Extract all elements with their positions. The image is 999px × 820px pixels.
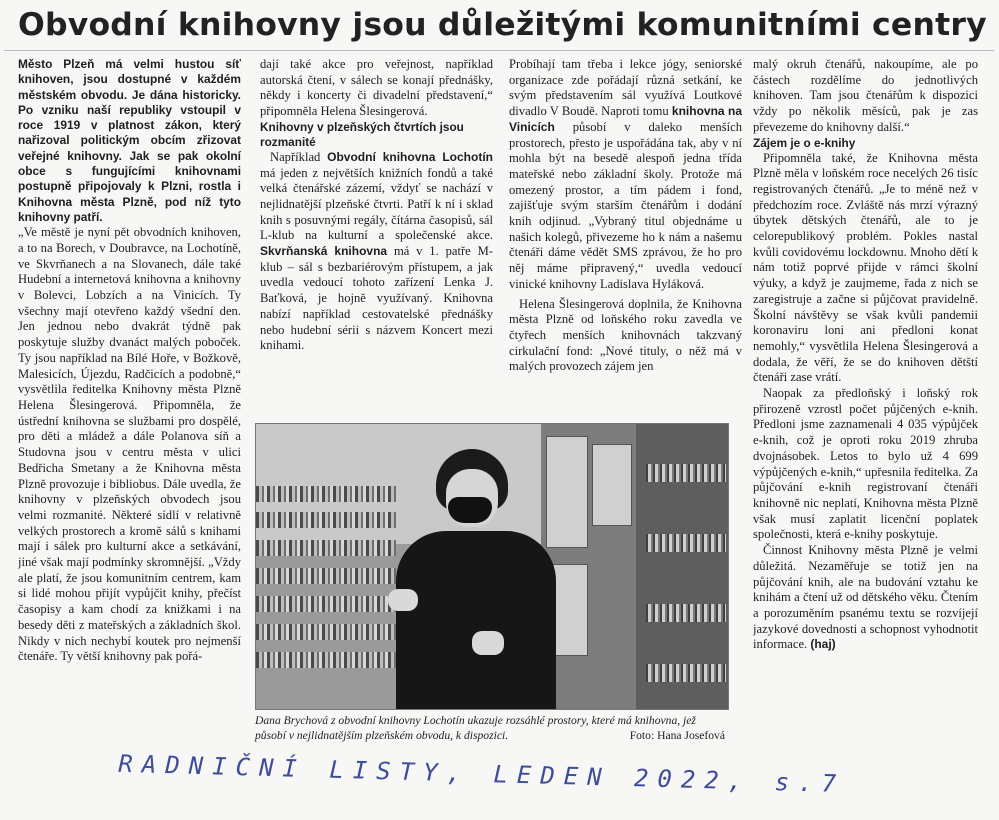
lead-paragraph: Město Plzeň má velmi hustou síť knihoven, jsou dostupné v každém městském obvodu. Je dána historicky. Po vzniku naší republiky vstoupil v roce 1919 v platnost zákon, který nařizoval politickým obcím zřizovat veřejné knihovny. Jak se pak okolní obce s fungujícími knihovnami postupně připojovaly k Plzni, rostla i Knihovna města Plzně, pod níž tyto knihovny patří. bbox=[18, 57, 241, 224]
bookshelf bbox=[256, 512, 396, 528]
bookshelf bbox=[256, 568, 396, 584]
bookshelf bbox=[646, 664, 726, 682]
column-3 bbox=[509, 57, 742, 417]
bookshelf bbox=[646, 464, 726, 482]
column-2 bbox=[260, 57, 493, 417]
library-name: Obvodní knihovna Lochotín bbox=[327, 149, 493, 164]
photo-caption bbox=[255, 713, 725, 753]
paragraph bbox=[753, 543, 978, 653]
bookshelf bbox=[646, 534, 726, 552]
column-1 bbox=[18, 57, 241, 747]
paragraph: dají také akce pro veřejnost, například autorská čtení, v sálech se konají přednášky, někdy i koncerty či divadelní představení,“ připomněla Helena Šlesingerová. bbox=[260, 57, 493, 119]
library-name: knihovna na Vinicích bbox=[509, 104, 742, 134]
author-tag: (haj) bbox=[810, 637, 836, 652]
handwritten-note: RADNIČNÍ LISTY, LEDEN 2022, s.7 bbox=[118, 749, 846, 799]
paragraph: Naopak za předloňský i loňský rok přirozeně vzrostl počet půjčených e-knih. Předloni jsme zaznamenali 4 035 výpůjček e-knih, což je oproti roku 2019 zhruba dvojnásobek. Letos to bylo už 4 699 výpůjčených e-knih,“ upřesnila ředitelka. Za půjčování e-knih registrovaní čtenáři knihovně nic neplatí, Knihovna města Plzně však musí zaplatit licenční poplatek společnosti, která e-knihy poskytuje. bbox=[753, 386, 978, 542]
text-run: má v 1. patře M-klub – sál s bezbariérovým přístupem, a jak uvedla vedoucí tohoto zařízení Lenka J. Baťková, je hojně využívaný. Knihovna nabízí například cestovatelské přednášky nebo hudební sérii s názvem Koncert mezi knihami. bbox=[260, 244, 493, 353]
text-run: působí v daleko menších prostorech, přesto je uspořádána tak, aby v ní mohla být na besedě alespoň jedna třída mateřské nebo základní školy. Protože má omezený prostor, a tím pádem i fond, zajišťuje svým starším čtenářům i dodání knih odjinud. „Vybraný titul objednáme u našich kolegů, přivezeme ho k nám a našemu čtenáři dáme vědět SMS zprávou, že ho pro něj máme připravený,“ uvedla vedoucí vinické knihovny Ladislava Hyláková. bbox=[509, 119, 742, 291]
headline-rule bbox=[4, 50, 994, 51]
paragraph: Připomněla také, že Knihovna města Plzně měla v loňském roce necelých 26 tisíc registrovaných čtenářů. „Je to méně než v předchozím roce. Zvláště nás mrzí výrazný úbytek dětských čtenářů, ale to je celorepublikový problém. Pokles nastal kvůli covidovému lockdownu. Mnoho dětí k nám totiž poprvé přijde v rámci školní výuky, a když je zaujmeme, řada z nich se zaregistruje a začne si půjčovat pravidelně. Školní návštěvy se však kvůli pandemii koronaviru loni ani předloni konat nemohly,“ vysvětlila Helena Šlesingerová a dodala, že věří, že se do knihoven dětští čtenáři zase vrátí. bbox=[753, 150, 978, 385]
subheading: Knihovny v plzeňských čtvrtích jsou rozmanité bbox=[260, 119, 464, 149]
text-run: má jeden z největších knižních fondů a také velká čtenářské zázemí, vždyť se nachází v nejlidnatější plzeňské čtvrti. Patří k ní i sklad knih s posuvnými regály, čítárna časopisů, sál L-klub na kulturní a společenské akce. bbox=[260, 165, 493, 243]
library-name: Skvrňanská knihovna bbox=[260, 244, 388, 259]
library-photo bbox=[255, 423, 729, 710]
headline: Obvodní knihovny jsou důležitými komunitními centry bbox=[18, 7, 987, 43]
photo-credit: Foto: Hana Josefová bbox=[629, 729, 725, 743]
person-body bbox=[396, 531, 556, 710]
bookshelf bbox=[256, 540, 396, 556]
person-hand bbox=[472, 631, 504, 655]
paragraph bbox=[509, 57, 742, 293]
bookshelf bbox=[256, 652, 396, 668]
text-run: Činnost Knihovny města Plzně je velmi důležitá. Nezaměřuje se totiž jen na půjčování knih, ale na budování vztahu ke knihám a čtení už od dětského věku. Čtením a porozuměním psanému textu se rozvíjejí jazykové dovednosti a schopnost vyhodnotit informace. bbox=[753, 543, 978, 652]
librarian-figure bbox=[376, 449, 566, 709]
paragraph bbox=[260, 150, 493, 354]
paragraph: Helena Šlesingerová doplnila, že Knihovna města Plzně od loňského roku zavedla ve čtyřech menších knihovnách takzvaný cirkulační fond: „Nové tituly, o něž má v malých provozech zájem jen bbox=[509, 296, 742, 374]
caption-text: Dana Brychová z obvodní knihovny Lochotín ukazuje rozsáhlé prostory, které má knihovna, jež působí v nejlidnatějším plzeňském obvodu, k dispozici. bbox=[255, 714, 696, 743]
column-4 bbox=[753, 57, 978, 757]
bookshelf bbox=[646, 604, 726, 622]
bookshelf bbox=[256, 486, 396, 502]
paragraph: malý okruh čtenářů, nakoupíme, ale po částech rozdělíme do jednotlivých knihoven. Tam jsou čtenářům k dispozici vždy po několik měsíců, pak je zas převezeme do knihovny další.“ bbox=[753, 57, 978, 134]
bookshelf bbox=[256, 624, 396, 640]
person-hand bbox=[388, 589, 418, 611]
paragraph: „Ve městě je nyní pět obvodních knihoven, a to na Borech, v Doubravce, na Lochotíně, ve Skvrňanech a na Slovanech, dále také Hudební a internetová knihovna a knihovny v Bolevci, Lobzích a na Vinicích. Ty všechny mají otevřeno každý všední den. Jen jednou nebo dvakrát týdně pak poskytuje služby dvanáct malých poboček. Ty jsou například na Bílé Hoře, v Božkově, Malesicích, Újezdu, Radčicích a podobně,“ vysvětlila ředitelka Knihovny města Plzně Helena Šlesingerová. Připomněla, že ústřední knihovna se službami pro dospělé, pro děti a mládež a dále Polanova síň a Studovna jsou v centru města v ulici Bedřicha Smetany a že Knihovna města Plzně provozuje i bibliobus. Dále uvedla, že knihovny v plzeňských obvodech jsou velmi rozmanité. Některé sídlí v relativně velkých prostorech a kromě sálů s knihami mají i sálek pro kulturní akce a setkávání, jiné však mají podmínky skromnější. „Vždy ale platí, že jsou komunitním centrem, kam si lidé mohou přijít vypůjčit knihy, přečíst časopisy a kam chodí za knižkami i na besedy děti z mateřských a základních škol. Nikdy v nich nechybí koutek pro nejmenší čtenáře. Ty větší knihovny pak pořá- bbox=[18, 225, 241, 664]
subheading: Zájem je o e-knihy bbox=[753, 135, 856, 150]
bookshelf bbox=[256, 596, 396, 612]
face-mask bbox=[448, 497, 492, 523]
poster bbox=[592, 444, 632, 526]
text-run: Probíhají tam třeba i lekce jógy, seniorské organizace zde pořádají různá setkání, ke svým představením sál využívá Loutkové divadlo V Boudě. Naproti tomu bbox=[509, 57, 742, 119]
text-run: Například bbox=[270, 149, 328, 164]
